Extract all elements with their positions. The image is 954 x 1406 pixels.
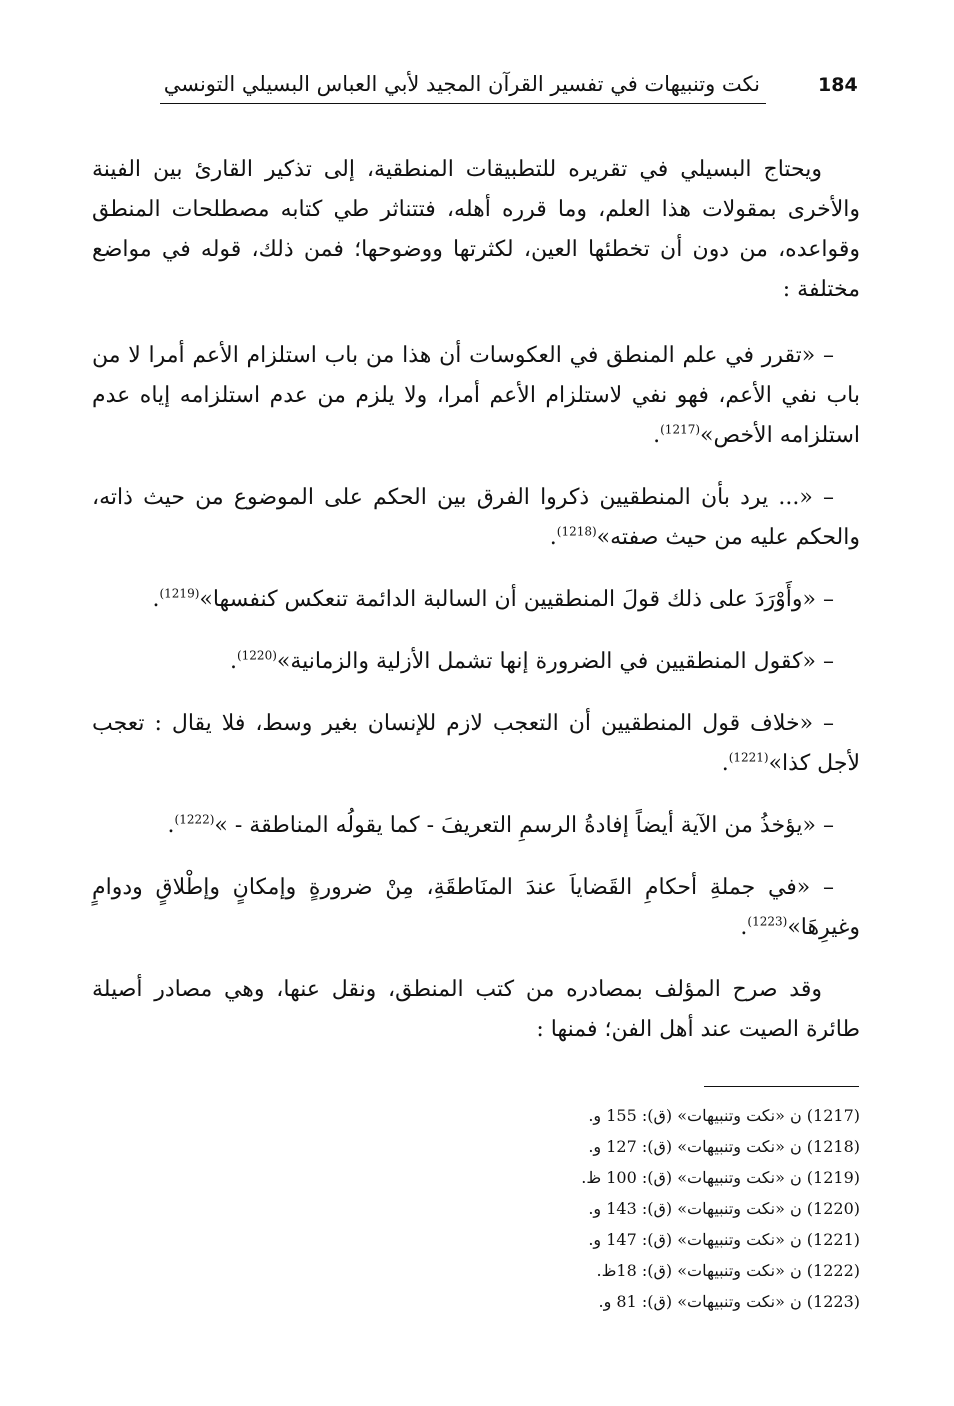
footnote-1221: (1221) ن «نكت وتنبيهات» (ق): 147 و. bbox=[588, 1230, 860, 1249]
footnote-rule bbox=[704, 1086, 859, 1087]
quote-1218: – «... يرد بأن المنطقيين ذكروا الفرق بين الحكم على الموضوع من حيث ذاته، والحكم عليه من حيث صفته»$^{(1218)}$. bbox=[92, 485, 860, 550]
footnote-ref: (1217) bbox=[660, 422, 701, 437]
main-text bbox=[92, 150, 860, 1072]
closing-paragraph: وقد صرح المؤلف بمصادره من كتب المنطق، ونقل عنها، وهي مصادر أصيلة طائرة الصيت عند أهل الفن؛ فمنها : bbox=[92, 977, 860, 1042]
quote-1219: – «وأَوْرَدَ على ذلك قولَ المنطقيين أن السالبة الدائمة تنعكس كنفسها»$^{(1219)}$. bbox=[152, 586, 834, 612]
quote-text: – «... يرد بأن المنطقيين ذكروا الفرق بين الحكم على الموضوع من حيث ذاته، والحكم عليه من حيث صفته» bbox=[92, 485, 860, 550]
quote-1220: – «كقول المنطقيين في الضرورة إنها تشمل الأزلية والزمانية»$^{(1220)}$. bbox=[229, 648, 834, 674]
footnotes bbox=[380, 1100, 860, 1317]
running-title: نكت وتنبيهات في تفسير القرآن المجيد لأبي العباس البسيلي التونسي bbox=[163, 72, 760, 96]
footnote-ref: (1219) bbox=[159, 586, 200, 601]
quote-text: – «وأَوْرَدَ على ذلك قولَ المنطقيين أن السالبة الدائمة تنعكس كنفسها» bbox=[199, 587, 834, 612]
footnote-ref: (1221) bbox=[728, 750, 769, 765]
page-number: 184 bbox=[818, 74, 858, 96]
quote-text: – «كقول المنطقيين في الضرورة إنها تشمل الأزلية والزمانية» bbox=[276, 649, 834, 674]
footnote-1219: (1219) ن «نكت وتنبيهات» (ق): 100 ظ. bbox=[581, 1168, 860, 1187]
quote-text: – «تقرر في علم المنطق في العكوسات أن هذا من باب استلزام الأعم أمرا لا من باب نفي الأعم، فهو نفي لاستلزام الأعم أمرا، ولا يلزم من عدم استلزامه إياه عدم استلزامه الأخص» bbox=[92, 343, 860, 448]
quote-1217: – «تقرر في علم المنطق في العكوسات أن هذا من باب استلزام الأعم أمرا لا من باب نفي الأعم، فهو نفي لاستلزام الأعم أمرا، ولا يلزم من عدم استلزامه إياه عدم استلزامه الأخص»$^{(1217)}$. bbox=[92, 343, 860, 448]
running-header bbox=[100, 70, 860, 106]
footnote-ref: (1220) bbox=[236, 648, 277, 663]
quote-text: – «خلاف قول المنطقيين أن التعجب لازم للإنسان بغير وسط، فلا يقال : تعجب لأجل كذا» bbox=[92, 711, 860, 776]
footnote-1217: (1217) ن «نكت وتنبيهات» (ق): 155 و. bbox=[588, 1106, 860, 1125]
footnote-1222: (1222) ن «نكت وتنبيهات» (ق): 18ظ. bbox=[596, 1261, 860, 1280]
quote-1222: – «يؤخذُ من الآية أيضاً إفادةُ الرسمِ التعريفَ - كما يقولُه المناطقة - »$^{(1222)}$. bbox=[167, 812, 834, 838]
footnote-ref: (1218) bbox=[556, 524, 597, 539]
quote-text: – «في جملةِ أحكامِ القَضاياَ عندَ المنَاطقَةِ، مِنْ ضرورةٍ وإمكانٍ وإطْلاقٍ ودوامٍ وغيرِهَا» bbox=[92, 875, 860, 940]
footnote-1220: (1220) ن «نكت وتنبيهات» (ق): 143 و. bbox=[588, 1199, 860, 1218]
footnote-ref: (1222) bbox=[174, 812, 215, 827]
footnote-1223: (1223) ن «نكت وتنبيهات» (ق): 81 و. bbox=[598, 1292, 860, 1311]
footnote-ref: (1223) bbox=[747, 914, 788, 929]
footnote-1218: (1218) ن «نكت وتنبيهات» (ق): 127 و. bbox=[588, 1137, 860, 1156]
intro-paragraph: ويحتاج البسيلي في تقريره للتطبيقات المنطقية، إلى تذكير القارئ بين الفينة والأخرى بمقولات هذا العلم، وما قرره أهله، فتتناثر طي كتابه مصطلحات المنطق وقواعده، من دون أن تخطئها العين، لكثرتها ووضوحها؛ فمن ذلك، قوله في مواضع مختلفة : bbox=[92, 157, 860, 302]
quote-1223: – «في جملةِ أحكامِ القَضاياَ عندَ المنَاطقَةِ، مِنْ ضرورةٍ وإمكانٍ وإطْلاقٍ ودوامٍ وغيرِهَا»$^{(1223)}$. bbox=[92, 875, 860, 940]
header-rule bbox=[160, 103, 766, 104]
quote-text: – «يؤخذُ من الآية أيضاً إفادةُ الرسمِ التعريفَ - كما يقولُه المناطقة - » bbox=[214, 813, 834, 838]
quote-1221: – «خلاف قول المنطقيين أن التعجب لازم للإنسان بغير وسط، فلا يقال : تعجب لأجل كذا»$^{(1221)}$. bbox=[92, 711, 860, 776]
